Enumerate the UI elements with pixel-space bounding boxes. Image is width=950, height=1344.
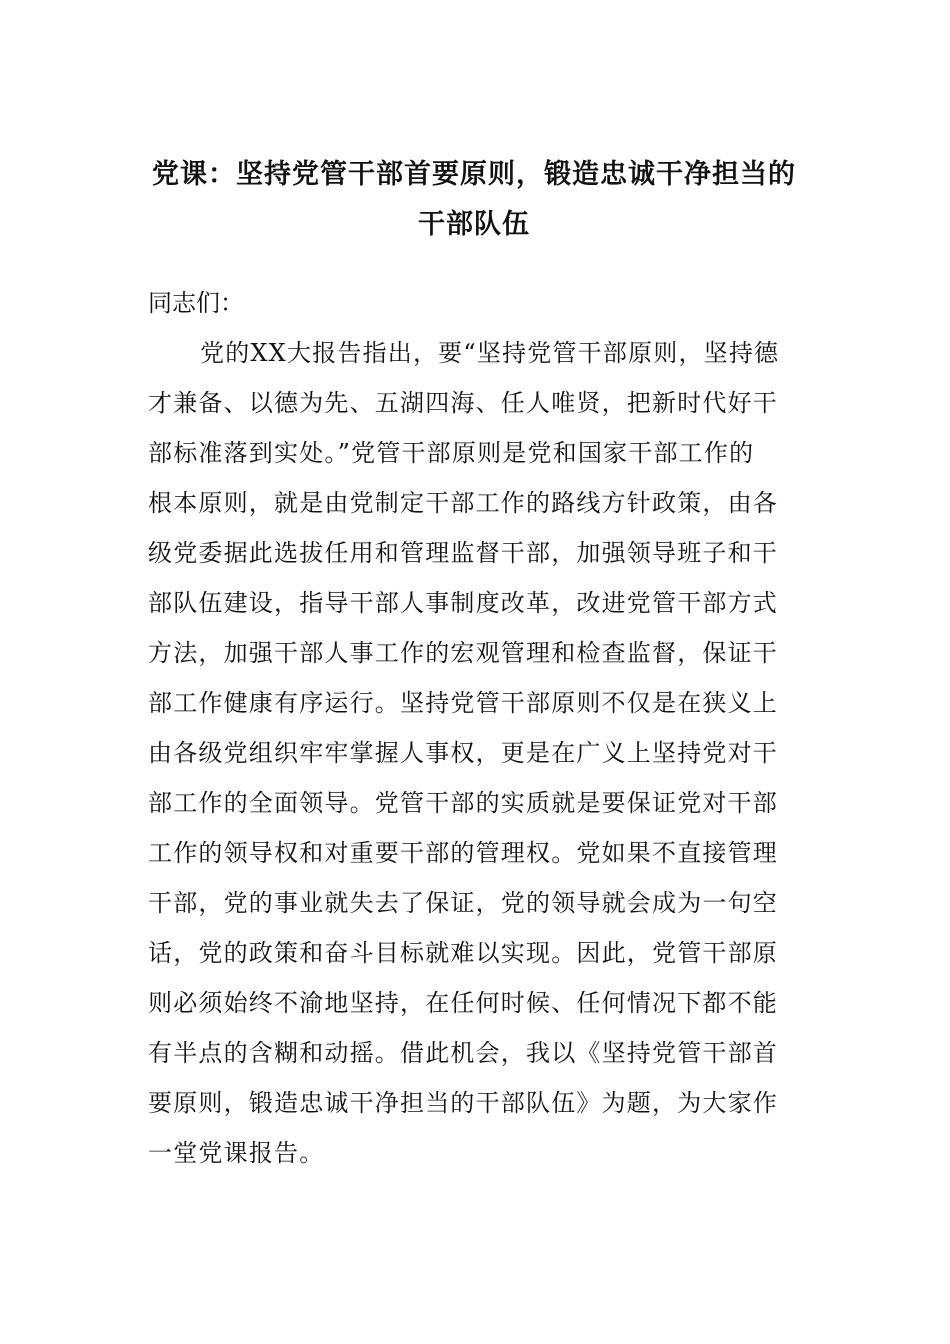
paragraph-line: 党的XX大报告指出，要“坚持党管干部原则，坚持德 bbox=[200, 339, 780, 367]
paragraph-line: 有半点的含糊和动摇。借此机会，我以《坚持党管干部首 bbox=[148, 1039, 778, 1067]
salutation: 同志们： bbox=[148, 289, 244, 317]
paragraph-line: 由各级党组织牢牢掌握人事权，更是在广义上坚持党对干 bbox=[148, 739, 778, 767]
paragraph-line: 干部，党的事业就失去了保证，党的领导就会成为一句空 bbox=[148, 889, 778, 917]
body-paragraph bbox=[148, 328, 800, 1178]
paragraph-line: 部工作健康有序运行。坚持党管干部原则不仅是在狭义上 bbox=[148, 689, 778, 717]
paragraph-line: 部队伍建设，指导干部人事制度改革，改进党管干部方式 bbox=[148, 589, 778, 617]
paragraph-line: 方法，加强干部人事工作的宏观管理和检查监督，保证干 bbox=[148, 639, 778, 667]
paragraph-line: 部工作的全面领导。党管干部的实质就是要保证党对干部 bbox=[148, 789, 778, 817]
paragraph-line: 级党委据此选拔任用和管理监督干部，加强领导班子和干 bbox=[148, 539, 778, 567]
paragraph-line: 工作的领导权和对重要干部的管理权。党如果不直接管理 bbox=[148, 839, 778, 867]
paragraph-line: 要原则，锻造忠诚干净担当的干部队伍》为题，为大家作 bbox=[148, 1089, 778, 1117]
paragraph-line: 才兼备、以德为先、五湖四海、任人唯贤，把新时代好干 bbox=[148, 389, 778, 417]
paragraph-line: 则必须始终不渝地坚持，在任何时候、任何情况下都不能 bbox=[148, 989, 778, 1017]
paragraph-line: 话，党的政策和奋斗目标就难以实现。因此，党管干部原 bbox=[148, 939, 778, 967]
document-title: 党课：坚持党管干部首要原则，锻造忠诚干净担当的干部队伍 bbox=[152, 159, 796, 240]
paragraph-line: 部标准落到实处。”党管干部原则是党和国家干部工作的 bbox=[148, 439, 755, 467]
paragraph-line: 根本原则，就是由党制定干部工作的路线方针政策，由各 bbox=[148, 489, 778, 517]
paragraph-line: 一堂党课报告。 bbox=[148, 1139, 325, 1167]
